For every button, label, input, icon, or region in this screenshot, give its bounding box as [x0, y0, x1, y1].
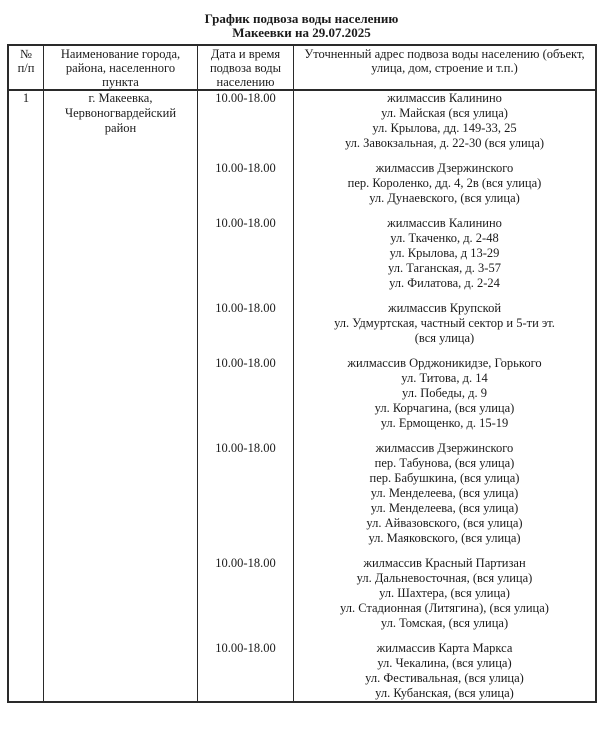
address-cell: [294, 216, 595, 301]
text-line: жилмассив Карта Маркса: [376, 641, 513, 655]
time-cell: 10.00-18.00: [198, 161, 294, 216]
text-line: ул. Удмуртская, частный сектор и 5-ти эт.: [334, 316, 555, 330]
time-cell: 10.00-18.00: [198, 641, 294, 701]
text-line: жилмассив Дзержинского: [375, 441, 514, 455]
text-line: (вся улица): [414, 331, 475, 345]
text-line: жилмассив Орджоникидзе, Горького: [347, 356, 542, 370]
title-line-1: График подвоза воды населению: [204, 11, 399, 26]
text-line: ул. Менделеева, (вся улица): [370, 486, 519, 500]
text-line: ул. Ермощенко, д. 15-19: [380, 416, 509, 430]
address-cell: [294, 641, 595, 701]
time-cell: 10.00-18.00: [198, 91, 294, 161]
text-line: ул. Кубанская, (вся улица): [375, 686, 514, 700]
text-line: ул. Дальневосточная, (вся улица): [356, 571, 533, 585]
text-line: ул. Ткаченко, д. 2-48: [390, 231, 499, 245]
header-address: [294, 46, 595, 91]
address-cell: [294, 301, 595, 356]
text-line: ул. Стадионная (Литягина), (вся улица): [340, 601, 549, 615]
text-line: ул. Победы, д. 9: [402, 386, 487, 400]
text-line: Наименование города,: [60, 47, 181, 61]
location-cell: [44, 91, 198, 701]
time-cell: 10.00-18.00: [198, 556, 294, 641]
text-line: Червоногвардейский: [64, 106, 177, 120]
text-line: населению: [216, 75, 275, 89]
text-line: ул. Титова, д. 14: [401, 371, 488, 385]
text-line: пункта: [102, 75, 139, 89]
text-line: ул. Маяковского, (вся улица): [368, 531, 521, 545]
text-line: ул. Корчагина, (вся улица): [374, 401, 515, 415]
document-page: [0, 12, 603, 733]
text-line: жилмассив Калинино: [387, 91, 502, 105]
text-line: жилмассив Дзержинского: [375, 161, 514, 175]
text-line: ул. Крылова, д 13-29: [389, 246, 500, 260]
text-line: ул. Менделеева, (вся улица): [370, 501, 519, 515]
text-line: улица, дом, строение и т.п.): [371, 61, 518, 75]
text-line: ул. Филатова, д. 2-24: [389, 276, 500, 290]
address-cell: [294, 91, 595, 161]
time-cell: 10.00-18.00: [198, 441, 294, 556]
text-line: ул. Шахтера, (вся улица): [379, 586, 510, 600]
text-line: жилмассив Калинино: [387, 216, 502, 230]
text-line: подвоза воды: [209, 61, 282, 75]
text-line: №: [20, 47, 32, 61]
address-cell: [294, 356, 595, 441]
text-line: ул. Фестивальная, (вся улица): [365, 671, 524, 685]
row-number-cell: [9, 91, 44, 701]
row-number: 1: [22, 91, 30, 105]
text-line: ул. Айвазовского, (вся улица): [366, 516, 523, 530]
text-line: пер. Бабушкина, (вся улица): [369, 471, 520, 485]
title-line-2: Макеевки на 29.07.2025: [232, 25, 371, 40]
text-line: района, населенного: [65, 61, 176, 75]
text-line: ул. Томская, (вся улица): [380, 616, 509, 630]
text-line: ул. Чекалина, (вся улица): [377, 656, 512, 670]
header-location: [44, 46, 198, 91]
header-row-number: [9, 46, 44, 91]
address-cell: [294, 556, 595, 641]
text-line: Дата и время: [210, 47, 281, 61]
time-cell: 10.00-18.00: [198, 216, 294, 301]
text-line: ул. Завокзальная, д. 22-30 (вся улица): [344, 136, 545, 150]
text-line: ул. Таганская, д. 3-57: [388, 261, 501, 275]
text-line: пер. Табунова, (вся улица): [374, 456, 515, 470]
text-line: ул. Майская (вся улица): [381, 106, 508, 120]
text-line: район: [104, 121, 137, 135]
time-cell: 10.00-18.00: [198, 356, 294, 441]
text-line: жилмассив Крупской: [387, 301, 502, 315]
time-cell: 10.00-18.00: [198, 301, 294, 356]
document-title: [0, 12, 603, 40]
water-delivery-schedule-table: [7, 44, 597, 703]
text-line: пер. Короленко, дд. 4, 2в (вся улица): [347, 176, 542, 190]
text-line: жилмассив Красный Партизан: [363, 556, 526, 570]
text-line: ул. Дунаевского, (вся улица): [369, 191, 520, 205]
address-cell: [294, 441, 595, 556]
text-line: г. Макеевка,: [88, 91, 153, 105]
text-line: ул. Крылова, дд. 149-33, 25: [372, 121, 517, 135]
text-line: п/п: [17, 61, 35, 75]
address-cell: [294, 161, 595, 216]
header-date-time: [198, 46, 294, 91]
text-line: Уточненный адрес подвоза воды населению (объект,: [304, 47, 585, 61]
